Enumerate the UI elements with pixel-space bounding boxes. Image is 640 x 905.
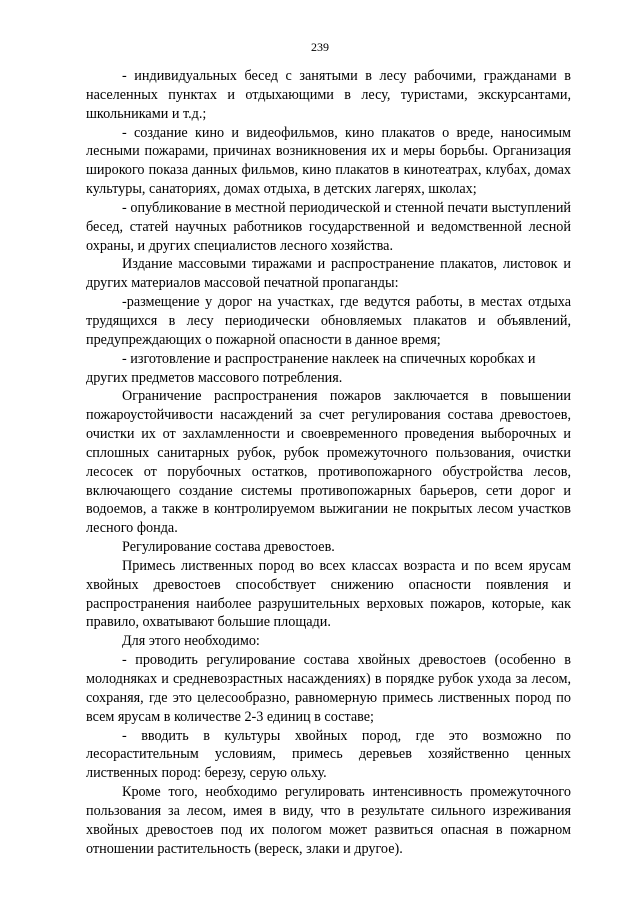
paragraph-fire-spread-limitation: Ограничение распространения пожаров заключается в повышении пожароустойчивости насаждений за счет регулирования состава древостоев, очистки их от захламленности и своевременного проведения выборочных и сплошных санитарных рубок, рубок промежуточного пользования, очистки лесосек от порубочных остатков, противопожарного обустройства лесов, включающего создание системы противопожарных барьеров, сети дорог и водоемов, а также в контролируемом выжигании не покрытых лесом участков лесного фонда. <box>86 388 571 537</box>
paragraph-mass-print: Издание массовыми тиражами и распространение плакатов, листовок и других материалов массовой печатной пропаганды: <box>86 256 571 292</box>
paragraph-road-posters: -размещение у дорог на участках, где ведутся работы, в местах отдыха трудящихся в лесу периодически обновляемых плакатов и объявлений, предупреждающих о пожарной опасности в данное время; <box>86 294 571 348</box>
body-text <box>86 67 571 858</box>
paragraph-deciduous-admixture: Примесь лиственных пород во всех классах возраста и по всем ярусам хвойных древостоев способствует снижению опасности появления и распространения наиболее разрушительных верховых пожаров, которые, как правило, охватывают большие площади. <box>86 557 571 631</box>
page-number: 239 <box>311 40 329 54</box>
paragraph-introduce-species: - вводить в культуры хвойных пород, где это возможно по лесорастительным условиям, примесь деревьев хозяйственно ценных лиственных пород: березу, серую ольху. <box>86 727 571 782</box>
paragraph-individual-talks: - индивидуальных бесед с занятыми в лесу рабочими, гражданами в населенных пунктах и отдыхающими в лесу, туристами, экскурсантами, школьниками и т.д.; <box>86 68 571 122</box>
paragraph-films-posters: - создание кино и видеофильмов, кино плакатов о вреде, наносимым лесными пожарами, причинах возникновения их и меры борьбы. Организация широкого показа данных фильмов, кино плакатов в кинотеатрах, клубах, домах культуры, санаториях, домах отдыха, в детских лагерях, школах; <box>86 124 571 198</box>
paragraph-stand-composition-heading: Регулирование состава древостоев. <box>122 539 335 556</box>
paragraph-necessary: Для этого необходимо: <box>122 633 260 650</box>
paragraph-intermediate-use: Кроме того, необходимо регулировать интенсивность промежуточного пользования за лесом, имея в виду, что в результате сильного изреживания хвойных древостоев под их пологом может развиться опасная в пожарном отношении растительность (вереск, злаки и другое). <box>86 784 571 857</box>
paragraph-regulate-composition: - проводить регулирование состава хвойных древостоев (особенно в молодняках и средневозрастных насаждениях) в порядке рубок ухода за лесом, сохраняя, где это целесообразно, равномерную примесь лиственных пород по всем ярусам в количестве 2-3 единиц в составе; <box>86 652 571 725</box>
paragraph-matchbox-stickers: - изготовление и распространение наклеек на спичечных коробках и других предметов массового потребления. <box>86 350 536 386</box>
paragraph-press-publication: - опубликование в местной периодической и стенной печати выступлений бесед, статей научных работников государственной и ведомственной лесной охраны, и других специалистов лесного хозяйства. <box>86 199 571 254</box>
